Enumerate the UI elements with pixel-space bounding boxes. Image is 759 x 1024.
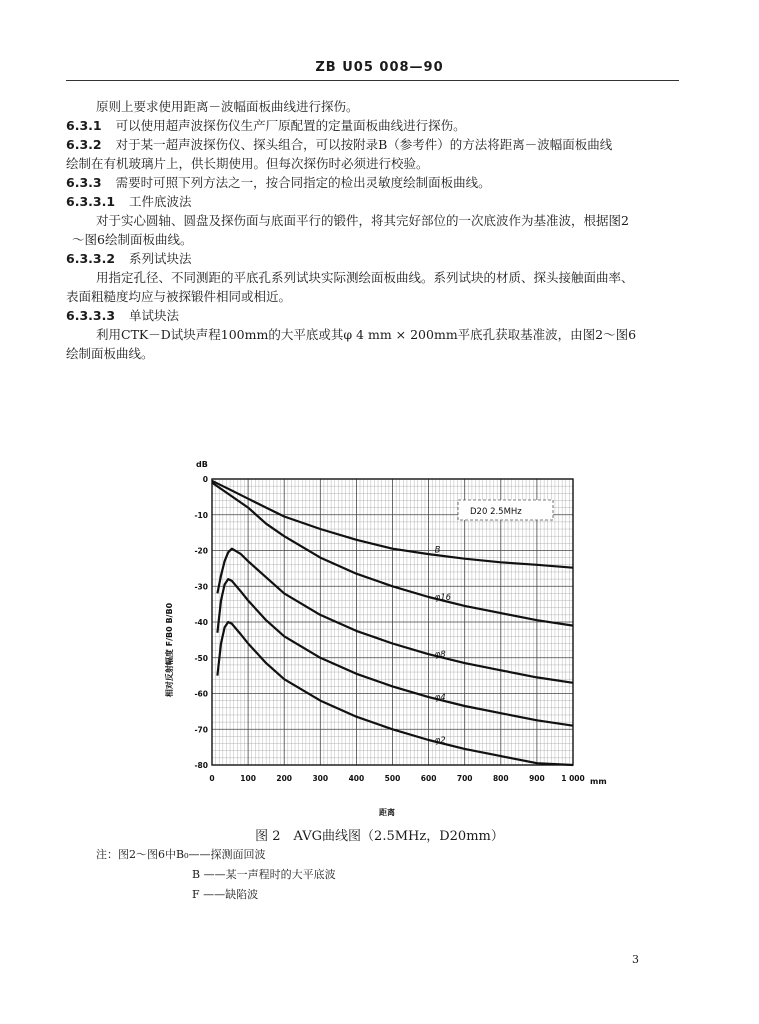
x-tick-label: 300: [312, 774, 329, 783]
y-tick-label: -40: [194, 618, 208, 627]
paragraph: 对于实心圆轴、圆盘及探伤面与底面平行的锻件，将其完好部位的一次底波作为基准波，根据图2: [96, 213, 629, 228]
x-tick-label: 0: [209, 774, 215, 783]
x-tick-label: 400: [348, 774, 365, 783]
figure-note: 注：图2～图6中B₀——探测面回波: [96, 848, 266, 861]
paragraph: 6.3.1 可以使用超声波探伤仪生产厂原配置的定量面板曲线进行探伤。: [66, 118, 466, 133]
figure-caption: 图 2 AVG曲线图（2.5MHz，D20mm）: [255, 829, 504, 844]
series-label: φ4: [434, 693, 446, 704]
series-label: φ2: [434, 735, 446, 746]
x-tick-label: 200: [276, 774, 293, 783]
paragraph: 表面粗糙度均应与被探锻件相同或相近。: [66, 289, 292, 304]
y-tick-label: -20: [194, 546, 208, 556]
series-label: B: [434, 545, 441, 556]
y-tick-label: -70: [194, 725, 208, 735]
paragraph: 绘制在有机玻璃片上，供长期使用。但每次探伤时必须进行校验。: [66, 156, 429, 171]
paragraph: 6.3.3.1 工件底波法: [66, 194, 192, 209]
y-tick-label: -10: [194, 510, 208, 520]
y-tick-label: -60: [194, 689, 208, 699]
series-label: φ16: [434, 592, 452, 603]
y-tick-label: 0: [202, 475, 208, 484]
page-header: ZB U05 008—90: [315, 60, 444, 75]
x-tick-label: 1 000: [561, 774, 585, 783]
chart-y-ticks: [194, 475, 208, 770]
paragraph: 6.3.3 需要时可照下列方法之一，按合同指定的检出灵敏度绘制面板曲线。: [66, 175, 491, 190]
chart-x-label: 距离: [379, 808, 395, 817]
x-tick-label: 700: [456, 774, 473, 783]
chart-x-unit: mm: [590, 777, 607, 786]
x-tick-label: 800: [492, 774, 509, 783]
x-tick-label: 500: [384, 774, 401, 783]
paragraph: 6.3.3.3 单试块法: [66, 308, 180, 323]
paragraph: 利用CTK－D试块声程100mm的大平底或其φ 4 mm × 200mm平底孔获取基准波，由图2～图6: [96, 327, 637, 342]
x-tick-label: 100: [240, 774, 256, 783]
chart-y-label: 相对反射幅度 F/B0 B/B0: [165, 602, 174, 698]
y-tick-label: -50: [194, 653, 208, 663]
paragraph: ～图6绘制面板曲线。: [72, 232, 193, 247]
series-label: φ8: [434, 650, 446, 661]
paragraph: 用指定孔径、不同测距的平底孔系列试块实际测绘面板曲线。系列试块的材质、探头接触面曲率、: [96, 270, 634, 285]
paragraph: 原则上要求使用距离－波幅面板曲线进行探伤。: [96, 99, 359, 114]
paragraph: 绘制面板曲线。: [66, 346, 154, 361]
paragraph: 6.3.3.2 系列试块法: [66, 251, 192, 266]
figure-note: B ——某一声程时的大平底波: [192, 868, 336, 881]
paragraph: 6.3.2 对于某一超声波探伤仪、探头组合，可以按附录B（参考件）的方法将距离－波幅面板曲线: [66, 137, 613, 152]
page-number: 3: [632, 953, 639, 966]
curve-φ4: [217, 579, 573, 726]
figure-note: F ——缺陷波: [192, 888, 259, 901]
y-tick-label: -30: [194, 582, 208, 592]
chart-legend-box: [458, 500, 553, 520]
chart-x-ticks: [209, 774, 584, 783]
x-tick-label: 600: [420, 774, 437, 783]
x-tick-label: 900: [529, 774, 545, 783]
chart-y-unit: dB: [196, 460, 208, 469]
y-tick-label: -80: [194, 761, 208, 770]
legend-text: D20 2.5MHz: [470, 507, 522, 517]
